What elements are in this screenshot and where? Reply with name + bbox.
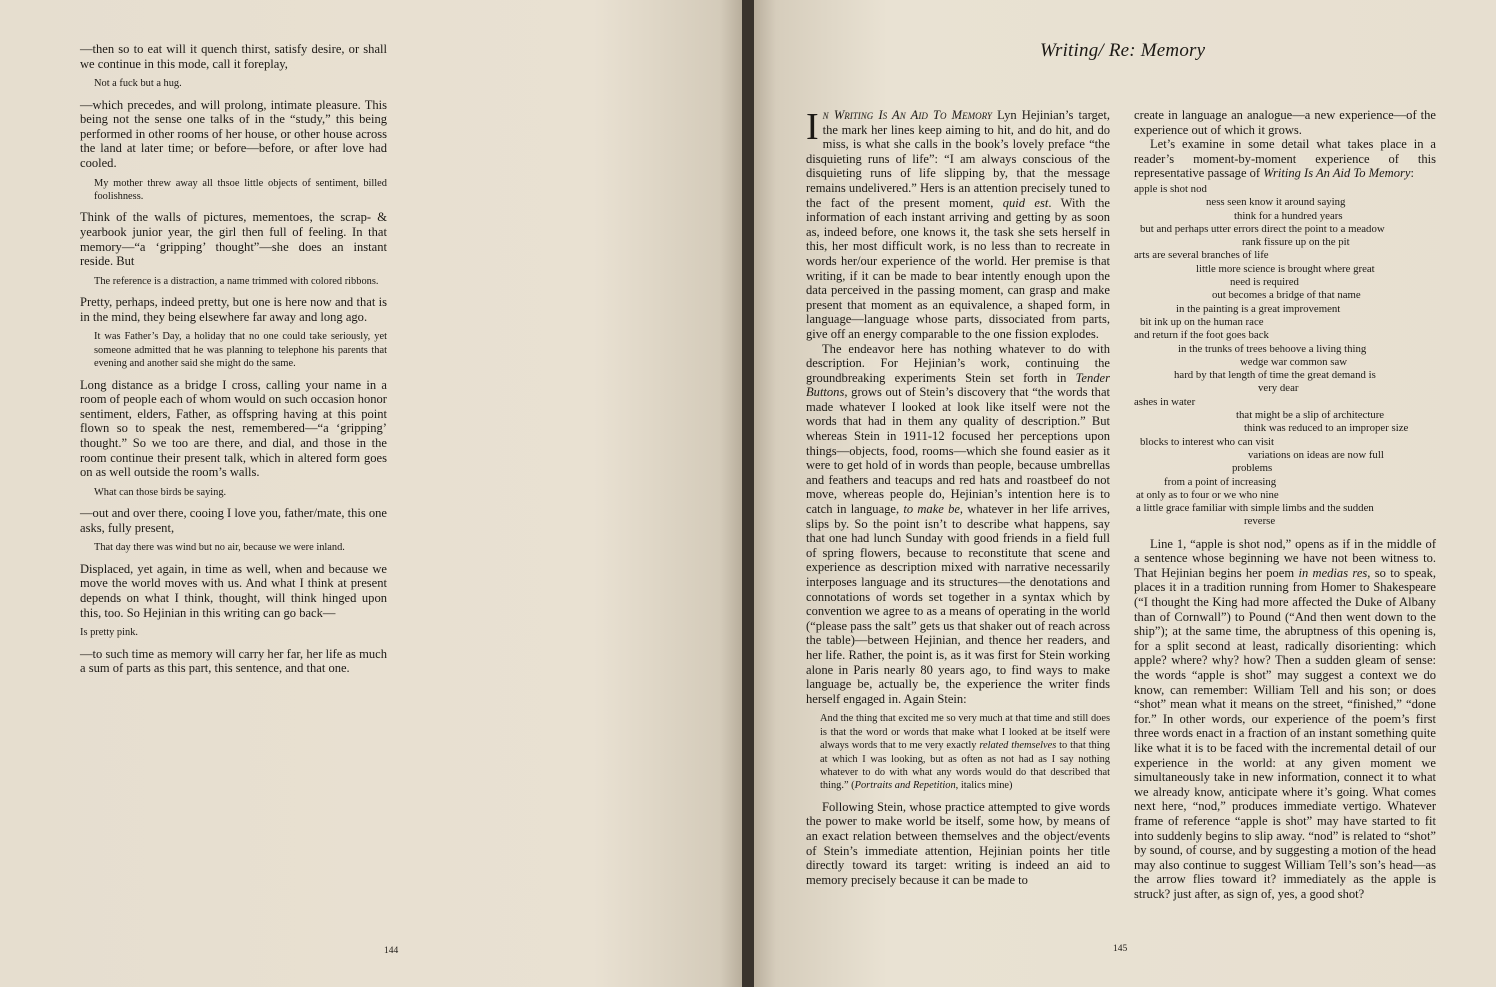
left-page — [0, 0, 742, 987]
block-quote: That day there was wind but no air, because we were inland. — [94, 542, 345, 554]
column-2-intro: create in language an analogue—a new experience—of the experience out of which it grows. — [1134, 108, 1436, 137]
poem-line: need is required — [1230, 276, 1299, 289]
poem-line: a little grace familiar with simple limbs and the sudden — [1136, 502, 1374, 515]
right-page — [754, 0, 1496, 987]
paragraph: —to such time as memory will carry her far, her life as much a sum of parts as this part, this sentence, and that one. — [80, 646, 387, 676]
block-quote: What can those birds be saying. — [94, 486, 227, 498]
poem-line: arts are several branches of life — [1134, 249, 1269, 262]
column-2-intro-2: Let’s examine in some detail what takes place in a reader’s moment-by-moment experience of this representative passage of Writing Is An Aid To Memory: — [1134, 137, 1436, 181]
right-page-column-1 — [806, 108, 1110, 887]
right-page-column-2 — [1134, 108, 1436, 902]
paragraph: —then so to eat will it quench thirst, satisfy desire, or shall we continue in this mode, call it foreplay, — [80, 42, 387, 71]
poem-line: and return if the foot goes back — [1134, 329, 1269, 342]
poem-line: think for a hundred years — [1234, 209, 1343, 222]
poem-line: rank fissure up on the pit — [1242, 236, 1350, 249]
poem-line: ashes in water — [1134, 395, 1196, 408]
opening-paragraph — [806, 108, 1110, 342]
poem-line: variations on ideas are now full — [1248, 448, 1384, 461]
paragraph: Displaced, yet again, in time as well, when and because we move the world moves with us. And what I think at present depends on what I think, thought, will think hinged upon this, too. So Hejinian in this writing can go back— — [80, 561, 387, 620]
poem-line: but and perhaps utter errors direct the point to a meadow — [1140, 222, 1385, 235]
poem-line: very dear — [1258, 382, 1299, 395]
opening-small-caps: n Writing Is An Aid To Memory — [822, 108, 992, 122]
poem-excerpt — [1134, 183, 1436, 529]
book-gutter — [742, 0, 754, 987]
poem-line: apple is shot nod — [1134, 182, 1207, 195]
poem-line: hard by that length of time the great demand is — [1174, 369, 1376, 382]
poem-line: from a point of increasing — [1164, 475, 1277, 488]
poem-line: reverse — [1244, 515, 1276, 528]
column-2-body: Line 1, “apple is shot nod,” opens as if in the middle of a sentence whose beginning we have not been witness to. That Hejinian begins her poem in medias res, so to speak, places it in a tradition running from Homer to Shakespeare (“I thought the King had more affected the Duke of Albany than of Cornwall”) to Pound (“And then went down to the ship”); at the same time, the abruptness of this opening is, for a split second at least, radically disorienting: which apple? where? why? how? Then a sudden gleam of sense: the words “apple is shot” may suggest a context we do know, can remember: William Tell and his son; or does “shot” mean what it means on the street, “finished,” “done for.” In other words, our experience of the poem’s first three words enact in a fraction of an instant something quite like what it is to be faced with the incremental detail of our experience in the world: at any given moment we simultaneously take in new information, connect it to what we already know, anticipate where it’s going. What comes next here, “nod,” produces immediate vertigo. Whatever frame of reference “apple is shot” may have started to fit into suddenly begins to slip away. “nod” is related to “shot” by sound, of course, and by suggesting a motion of the head may also continue to suggest William Tell’s son’s head—as the arrow flies toward it? immediately as the apple is struck? just after, as sign of, yes, a good shot? — [1134, 536, 1436, 901]
paragraph: Think of the walls of pictures, mementoes, the scrap- & yearbook junior year, the girl then full of feeling. In that memory—“a ‘gripping’ thought”—she does an instant reside. But — [80, 210, 387, 269]
right-page-number: 145 — [1113, 944, 1128, 954]
block-quote: It was Father’s Day, a holiday that no one could take seriously, yet someone admitted that he was planning to telephone his parents that evening and another said she might do the same. — [94, 331, 387, 370]
paragraph: —which precedes, and will prolong, intimate pleasure. This being not the sense one talks of in the “study,” this being performed in other rooms of her house, or other house across the land at later time; or before—before, or after love had cooled. — [80, 97, 387, 170]
block-quote: Not a fuck but a hug. — [94, 78, 182, 90]
left-page-text — [80, 42, 387, 676]
poem-line: out becomes a bridge of that name — [1212, 289, 1361, 302]
paragraph: —out and over there, cooing I love you, father/mate, this one asks, fully present, — [80, 506, 387, 535]
paragraph: The endeavor here has nothing whatever to do with description. For Hejinian’s work, continuing the groundbreaking experiments Stein set forth in Tender Buttons, grows out of Stein’s discovery that “the words that made whatever I looked at look like itself were not the words that had in them any quality of description.” But whereas Stein in 1911-12 focused her perceptions upon things—objects, food, rooms—which she found easier as it were to get hold of in words than people, because umbrellas and feathers and teacups and red hats and roastbeef do not move, whereas people do, Hejinian’s intention here is to catch in language, to make be, whatever in her life arrives, slips by. So the point isn’t to describe what happens, say that one had lunch Sunday with good friends in a field full of spring flowers, because to reconstitute that scene and experience as description mixed with narrative necessarily interposes language and its structures—the denotations and connotations of words set together in a syntax which by convention we agree to as a means of operating in the world (“please pass the salt” gets us that shaker out of reach across the table)—between Hejinian, and thence her readers, and her life. Rather, the point is, as it was first for Stein working alone in Paris nearly 80 years ago, to find ways to make language be, actually be, the experience the writer finds herself engaged in. Again Stein: — [806, 341, 1110, 706]
poem-line: bit ink up on the human race — [1140, 315, 1264, 328]
poem-line: wedge war common saw — [1240, 355, 1348, 368]
drop-cap: I — [806, 106, 819, 148]
poem-line: blocks to interest who can visit — [1140, 435, 1275, 448]
poem-line: think was reduced to an improper size — [1244, 422, 1409, 435]
poem-line: at only as to four or we who nine — [1136, 488, 1279, 501]
paragraph: Long distance as a bridge I cross, calling your name in a room of people each of whom would on such occasion honor sentiment, elders, Father, as offspring having at this point flown so to speak the nest, remembered—“a ‘gripping’ thought.” So we too are there, and dial, and those in the room continue their present talk, which in altered form goes on as well outside the room’s walls. — [80, 377, 387, 480]
block-quote: My mother threw away all thsoe little objects of sentiment, billed foolishness. — [94, 177, 387, 202]
left-page-number: 144 — [384, 946, 399, 956]
opening-text: Lyn Hejinian’s target, the mark her lines keep aiming to hit, and do hit, and do miss, is what she calls in the book’s lovely preface “the disquieting runs of life”: “I am always conscious of the disquieting runs of life slipping by, that the message remains undelivered.” Hers is an attention precisely tuned to the fact of the present moment, quid est. With the information of each instant arriving and getting by as soon as, indeed before, one knows it, the task she sets herself in this, her most difficult work, is no less than to recreate in words her/our experience of the world. Her premise is that writing, if it can be made to bear intently enough upon the data perceived in the passing moment, can grasp and make present that moment as an equivalence, a shaped form, in language—language whose parts, dissociated from parts, give off an energy comparable to the one fission explodes. — [806, 108, 1110, 341]
poem-line: ness seen know it around saying — [1206, 196, 1346, 209]
paragraph: Pretty, perhaps, indeed pretty, but one is here now and that is in the mind, they being elsewhere far away and long ago. — [80, 295, 387, 324]
poem-line: little more science is brought where great — [1196, 262, 1375, 275]
running-head: Writing/ Re: Memory — [1040, 40, 1206, 61]
block-quote: Is pretty pink. — [80, 627, 139, 639]
poem-line: problems — [1232, 462, 1273, 475]
poem-line: in the painting is a great improvement — [1176, 302, 1341, 315]
paragraph: Following Stein, whose practice attempted to give words the power to make world be itself, some how, by means of an exact relation between themselves and the object/events of Stein’s immediate attention, Hejinian points her title directly toward its target: writing is indeed an aid to memory precisely because it can be made to — [806, 799, 1110, 887]
block-quote: And the thing that excited me so very much at that time and still does is that the word or words that make what I looked at be itself were always words that to me very exactly related themselves to that thing at which I was looking, but as often as not had as I say nothing whatever to do with what any words would do that described that thing.” (Portraits and Repetition, italics mine) — [820, 713, 1110, 792]
poem-line: that might be a slip of architecture — [1236, 409, 1385, 422]
poem-line: in the trunks of trees behoove a living thing — [1178, 342, 1367, 355]
block-quote: The reference is a distraction, a name trimmed with colored ribbons. — [94, 275, 379, 287]
